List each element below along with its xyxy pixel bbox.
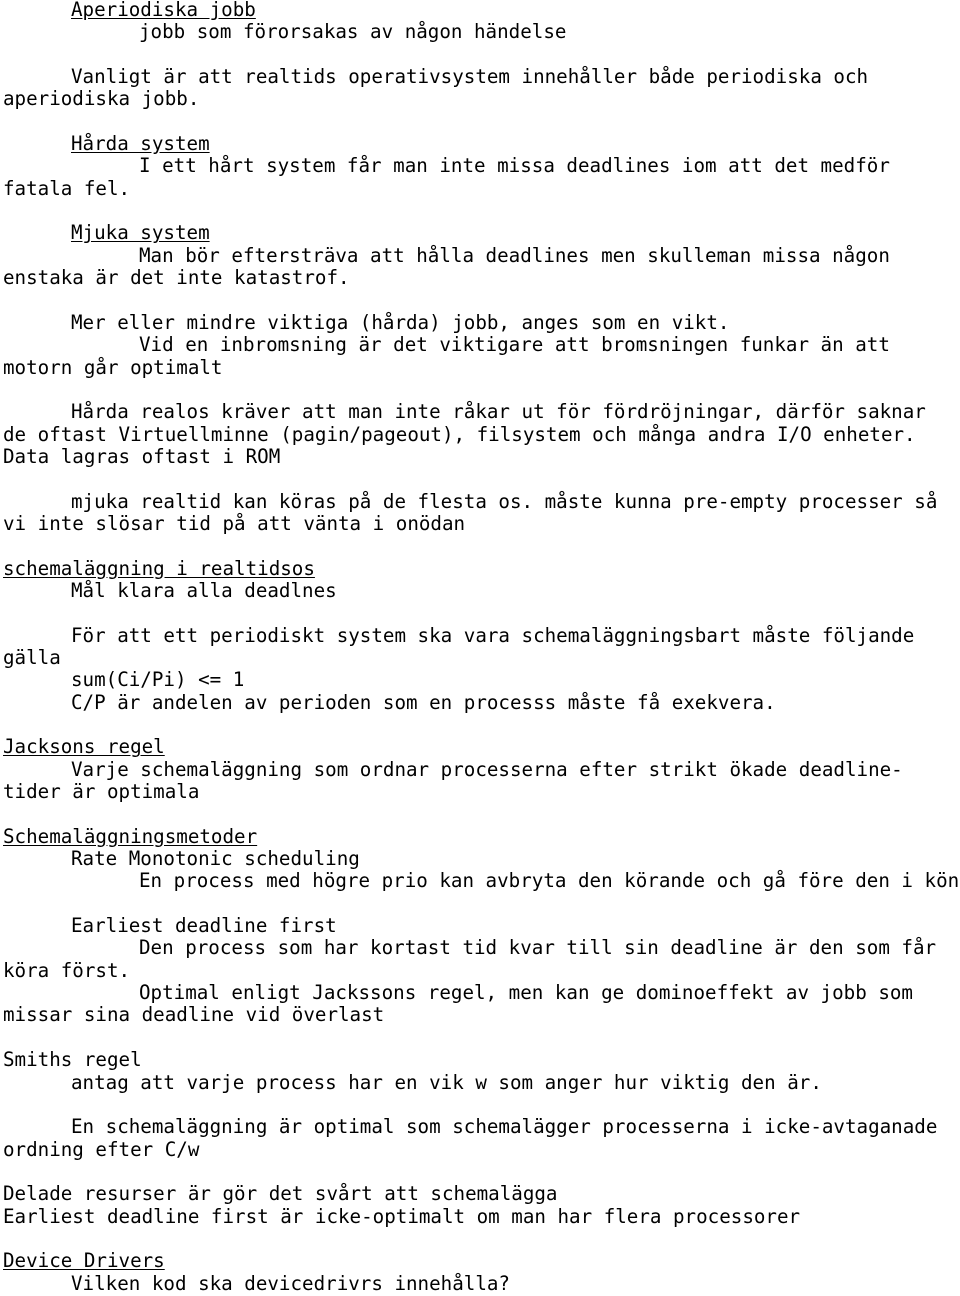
line-text: Den process som har kortast tid kvar till sin deadline är den som får [139,936,937,960]
blank-line [3,803,960,825]
heading-text: Aperiodiska jobb [71,0,256,21]
text-line [3,1049,960,1071]
text-line [3,357,960,379]
text-line [3,848,960,870]
text-line [3,982,960,1004]
line-text: motorn går optimalt [3,355,223,379]
heading-text: Jacksons regel [3,735,165,759]
text-line [3,1273,960,1295]
line-text: En process med högre prio kan avbryta den körande och gå före den i kön [139,869,960,893]
line-text: Vanligt är att realtids operativsystem innehåller både periodiska och [71,65,869,89]
document-body [3,0,960,1295]
line-text: Varje schemaläggning som ordnar processerna efter strikt ökade deadline- [71,757,903,781]
line-text: de oftast Virtuellminne (pagin/pageout), filsystem och många andra I/O enheter. [3,422,916,446]
line-text: Hårda realos kräver att man inte råkar ut för fördröjningar, därför saknar [71,400,926,424]
line-text: köra först. [3,958,131,982]
text-line [3,580,960,602]
line-text: enstaka är det inte katastrof. [3,266,350,290]
text-line [3,312,960,334]
blank-line [3,714,960,736]
text-line [3,245,960,267]
line-text: aperiodiska jobb. [3,87,200,111]
line-text: Data lagras oftast i ROM [3,444,281,468]
blank-line [3,1027,960,1049]
line-text: För att ett periodiskt system ska vara schemaläggningsbart måste följande [71,623,915,647]
blank-line [3,893,960,915]
line-text: ordning efter C/w [3,1137,200,1161]
line-text: jobb som förorsakas av någon händelse [139,20,567,44]
text-line [3,647,960,669]
text-line [3,513,960,535]
heading-text: Mjuka system [71,221,210,245]
text-line [3,870,960,892]
blank-line [3,602,960,624]
line-text: I ett hårt system får man inte missa deadlines iom att det medför [139,154,890,178]
line-text: Vilken kod ska devicedrivrs innehålla? [71,1271,510,1295]
text-line [3,491,960,513]
section-heading [3,0,960,21]
text-line [3,625,960,647]
section-heading [3,133,960,155]
line-text: Smiths regel [3,1048,142,1072]
text-line [3,424,960,446]
line-text: antag att varje process har en vik w som anger hur viktig den är. [71,1070,822,1094]
line-text: missar sina deadline vid överlast [3,1003,385,1027]
text-line [3,66,960,88]
text-line [3,759,960,781]
line-text: Earliest deadline first är icke-optimalt om man har flera processorer [3,1204,801,1228]
text-line [3,937,960,959]
section-heading [3,1250,960,1272]
blank-line [3,468,960,490]
heading-text: Schemaläggningsmetoder [3,824,258,848]
blank-line [3,111,960,133]
line-text: Delade resurser är gör det svårt att schemalägga [3,1182,558,1206]
line-text: vi inte slösar tid på att vänta i onödan [3,511,466,535]
text-line [3,669,960,691]
text-line [3,334,960,356]
line-text: C/P är andelen av perioden som en processs måste få exekvera. [71,690,776,714]
text-line [3,446,960,468]
line-text: tider är optimala [3,780,200,804]
line-text: Optimal enligt Jackssons regel, men kan ge dominoeffekt av jobb som [139,981,913,1005]
blank-line [3,289,960,311]
text-line [3,1072,960,1094]
section-heading [3,736,960,758]
line-text: sum(Ci/Pi) <= 1 [71,668,245,692]
line-text: Rate Monotonic scheduling [71,847,360,871]
line-text: Mer eller mindre viktiga (hårda) jobb, anges som en vikt. [71,310,730,334]
text-line [3,781,960,803]
text-line [3,267,960,289]
text-line [3,1183,960,1205]
blank-line [3,1161,960,1183]
text-line [3,915,960,937]
line-text: Earliest deadline first [71,914,337,938]
text-line [3,692,960,714]
line-text: Mål klara alla deadlnes [71,578,337,602]
text-line [3,21,960,43]
heading-text: Device Drivers [3,1249,165,1273]
heading-text: Hårda system [71,132,210,156]
text-line [3,178,960,200]
text-line [3,1139,960,1161]
blank-line [3,200,960,222]
text-line [3,1206,960,1228]
blank-line [3,379,960,401]
section-heading [3,826,960,848]
line-text: En schemaläggning är optimal som schemalägger processerna i icke-avtaganade [71,1115,938,1139]
line-text: fatala fel. [3,176,131,200]
blank-line [3,1094,960,1116]
section-heading [3,222,960,244]
text-line [3,88,960,110]
text-line [3,1004,960,1026]
text-line [3,960,960,982]
line-text: gälla [3,645,61,669]
section-heading [3,558,960,580]
blank-line [3,44,960,66]
text-line [3,1116,960,1138]
heading-text: schemaläggning i realtidsos [3,556,315,580]
line-text: Vid en inbromsning är det viktigare att bromsningen funkar än att [139,333,890,357]
blank-line [3,535,960,557]
text-line [3,401,960,423]
line-text: mjuka realtid kan köras på de flesta os. måste kunna pre-empty processer så [71,489,938,513]
text-line [3,155,960,177]
blank-line [3,1228,960,1250]
line-text: Man bör eftersträva att hålla deadlines men skulleman missa någon [139,243,890,267]
